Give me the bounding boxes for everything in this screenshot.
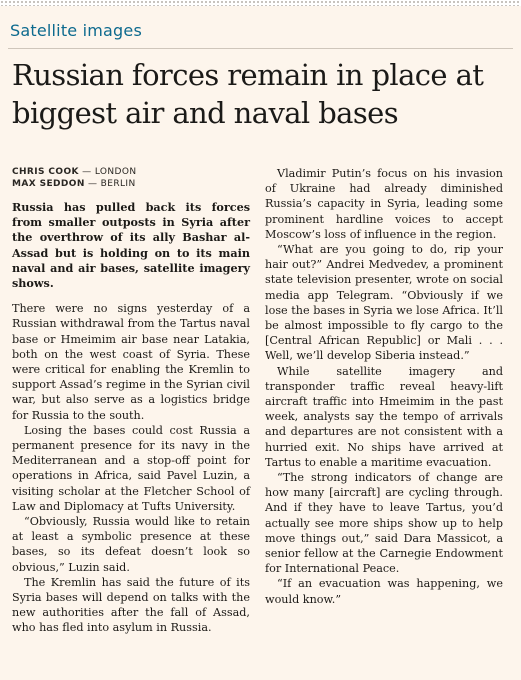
article-paragraph: “Obviously, Russia would like to retain at least a symbolic presence at these bases, so its defeat doesn’t look so obvious,” Luzin said. (12, 515, 250, 574)
article-paragraph: Vladimir Putin’s focus on his invasion of Ukraine had already diminished Russia’s capacity in Syria, leading some prominent hardline voices to accept Moscow’s loss of influence in the region. (265, 167, 503, 241)
article-paragraph: “The strong indicators of change are how many [aircraft] are cycling through. And if they have to leave Tartus, you’d actually see more ships show up to help move things out,” said Dara Massicot, a senior fellow at the Carnegie Endowment for International Peace. (265, 471, 503, 576)
standfirst: Russia has pulled back its forces from smaller outposts in Syria after the overthrow of its ally Bashar al-Assad but is holding on to its main naval and air bases, satellite imagery shows. (12, 200, 250, 291)
section-divider (8, 48, 513, 49)
byline (12, 166, 250, 190)
newspaper-clipping (0, 6, 521, 680)
article-paragraph: There were no signs yesterday of a Russian withdrawal from the Tartus naval base or Hmeimim air base near Latakia, both on the west coast of Syria. These were critical for enabling the Kremlin to support Assad’s regime in the Syrian civil war, but also serve as a logistics bridge for Russia to the south. (12, 302, 250, 422)
byline-author: MAX SEDDON — BERLIN (12, 179, 136, 189)
article-paragraph: “If an evacuation was happening, we would know.” (265, 577, 503, 606)
article-paragraph: While satellite imagery and transponder traffic reveal heavy-lift aircraft traffic into Hmeimim in the past week, analysts say the tempo of arrivals and departures are not consistent with a hurried exit. No ships have arrived at Tartus to enable a maritime evacuation. (265, 364, 503, 469)
article-paragraph: “What are you going to do, rip your hair out?” Andrei Medvedev, a prominent state television presenter, wrote on social media app Telegram. “Obviously if we lose the bases in Syria we lose Africa. It’ll be almost impossible to fly cargo to the [Central African Republic] or Mali . . . Well, we’ll develop Siberia instead.” (265, 243, 503, 363)
article-paragraph: Losing the bases could cost Russia a permanent presence for its navy in the Mediterranean and a stop-off point for operations in Africa, said Pavel Luzin, a visiting scholar at the Fletcher School of Law and Diplomacy at Tufts University. (12, 423, 250, 513)
right-column (265, 166, 503, 607)
article-paragraph: The Kremlin has said the future of its Syria bases will depend on talks with the new authorities after the fall of Assad, who has fled into asylum in Russia. (12, 575, 250, 635)
byline-author: CHRIS COOK — LONDON (12, 167, 137, 177)
headline: Russian forces remain in place at biggest air and naval bases (12, 58, 484, 130)
section-label: Satellite images (10, 21, 142, 40)
left-column (12, 166, 250, 636)
